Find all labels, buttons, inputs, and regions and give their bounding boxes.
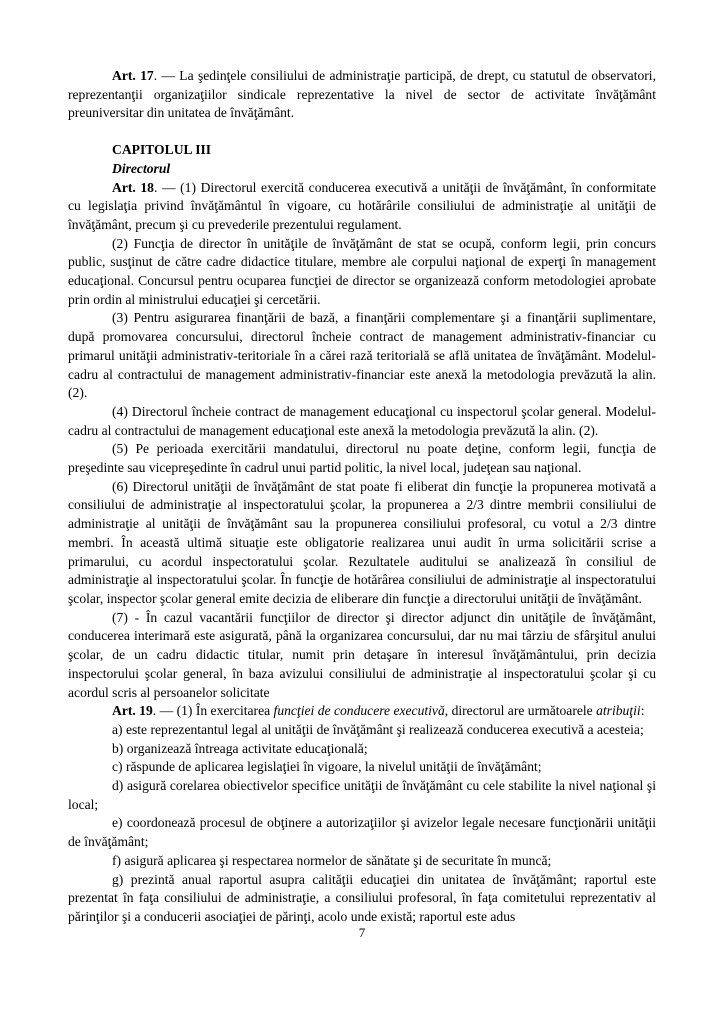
art19-item: e) coordonează procesul de obţinere a autorizaţiilor şi avizelor legale necesare funcţionării unităţii de învăţământ; [68,815,656,850]
art19-item: c) răspunde de aplicarea legislaţiei în vigoare, la nivelul unităţii de învăţământ; [112,759,542,775]
art17-paragraph [68,67,656,123]
chapter-subtitle: Directorul [112,160,171,176]
art18-paragraph-3: (3) Pentru asigurarea finanţării de bază, a finanţării complementare şi a finanţării suplimentare, după promovarea concursului, directorul încheie contract de management administrativ-financiar cu primarul unităţii administrativ-teritoriale în a cărei rază teritorială se află unitatea de învăţământ. Modelul-cadru al contractului de management administrativ-financiar este anexă la metodologia prevăzută la alin. (2). [68,310,656,401]
art19-label: Art. 19 [112,703,153,719]
art19-item: a) este reprezentantul legal al unităţii de învăţământ şi realizează conducerea executivă a acesteia; [112,721,644,737]
spacer [68,123,656,141]
art19-item: g) prezintă anual raportul asupra calităţii educaţiei din unitatea de învăţământ; raportul este prezentat în faţa consiliului de administraţie, a consiliului profesoral, în faţa comitetului reprezentativ al părinţilor şi a conducerii asociaţiei de părinţi, acolo unde există; raportul este adus [68,871,656,924]
page-number: 7 [358,925,366,940]
art19-item: d) asigură corelarea obiectivelor specifice unităţii de învăţământ cu cele stabilite la nivel naţional şi local; [68,778,656,812]
art18-paragraph-1 [68,179,656,235]
art19-item: b) organizează întreaga activitate educaţională; [112,740,368,756]
document-page [68,67,656,927]
art18-paragraph-4: (4) Directorul încheie contract de management educaţional cu inspectorul şcolar general. Modelul-cadru al contractului de management educaţional este anexă la metodologia prevăzută la alin. (2). [68,403,656,438]
art18-paragraph-2: (2) Funcţia de director în unităţile de învăţământ de stat se ocupă, conform legii, prin concurs public, susţinut de către cadre didactice titulare, membre ale corpului naţional de experţi în management educaţional. Concursul pentru ocuparea funcţiei de director se organizează conform metodologiei aprobate prin ordin al ministrului educaţiei şi cercetării. [68,235,656,307]
art18-text-1: . — (1) Directorul exercită conducerea executivă a unităţii de învăţământ, în conformitate cu legislaţia privind învăţământul în vigoare, cu hotărârile consiliului de administraţie al unităţii de învăţământ, precum şi cu prevederile prezentului regulament. [68,179,656,232]
chapter-title: CAPITOLUL III [112,142,212,158]
art19-intro-paragraph [68,702,656,721]
art18-label: Art. 18 [112,179,154,195]
art19-intro-a: . — (1) În exercitarea [152,703,274,719]
art17-text: . — La şedinţele consiliului de administraţie participă, de drept, cu statutul de observatori, reprezentanţii organizaţiilor sindicale reprezentative la nivel de sector de activitate învăţământ preuniversitar din unitatea de învăţământ. [68,68,656,121]
art17-label: Art. 17 [112,68,154,83]
art19-intro-emphasis: funcţiei de conducere executivă [273,703,445,719]
art18-paragraph-6: (6) Directorul unităţii de învăţământ de stat poate fi eliberat din funcţie la propunerea motivată a consiliului de administraţie al inspectoratului şcolar, la propunerea a 2/3 dintre membrii consiliului de administraţie al unităţii de învăţământ sau la propunerea consiliului profesoral, cu votul a 2/3 dintre membri. În această ultimă situaţie este obligatorie realizarea unui audit în urma solicitării scrise a primarului, cu acordul inspectoratului şcolar. Rezultatele auditului se analizează în consiliul de administraţie al inspectoratului şcolar. În funcţie de hotărârea consiliului de administraţie al inspectoratului şcolar, inspector şcolar general emite decizia de eliberare din funcţie a directorului unităţii de învăţământ. [68,478,656,606]
art19-item: f) asigură aplicarea şi respectarea normelor de sănătate şi de securitate în muncă; [112,852,552,868]
art19-intro-emphasis-2: atribuţii [596,703,641,719]
art19-intro-c: : [640,703,645,719]
art18-paragraph-7: (7) - În cazul vacantării funcţiilor de director şi director adjunct din unităţile de învăţământ, conducerea interimară este asigurată, până la organizarea concursului, dar nu mai târziu de sfârşitul anului şcolar, de un cadru didactic titular, numit prin detaşare în interesul învăţământului, prin decizia inspectorului şcolar general, în baza avizului consiliului de administraţie al inspectoratului şcolar şi cu acordul scris al persoanelor solicitate [68,609,656,700]
art18-paragraph-5: (5) Pe perioada exercitării mandatului, directorul nu poate deţine, conform legii, funcţia de preşedinte sau vicepreşedinte în cadrul unui partid politic, la nivel local, judeţean sau naţional. [68,441,656,476]
art19-intro-b: , directorul are următoarele [444,703,597,719]
